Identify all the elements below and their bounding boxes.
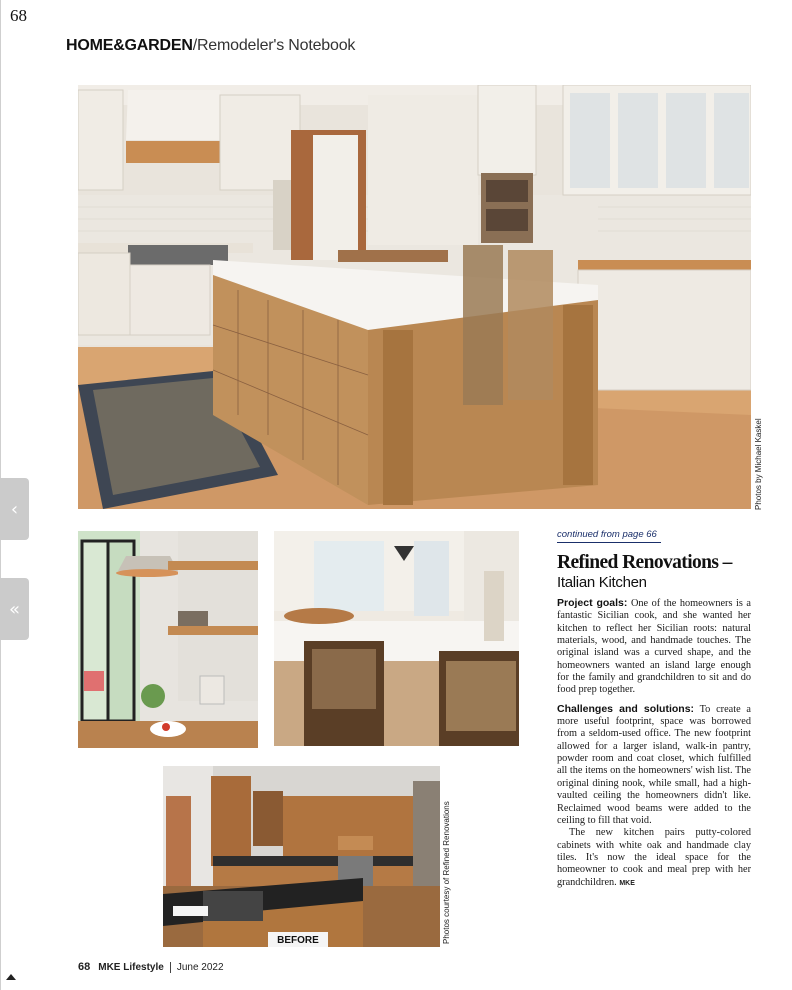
footer-page-number: 68 <box>78 961 91 973</box>
before-photo-credit: Photos courtesy of Refined Renovations <box>442 801 451 944</box>
section-title: /Remodeler's Notebook <box>192 37 356 54</box>
paragraph-conclusion <box>557 827 751 890</box>
before-kitchen-image <box>163 766 440 947</box>
article-subhead: Italian Kitchen <box>557 574 647 591</box>
paragraph-challenges <box>557 703 751 827</box>
footer-publication: MKE Lifestyle <box>98 961 164 973</box>
project-goals-text: One of the homeowners is a fantastic Sicilian cook, and she wanted her kitchen to reflect her Sicilian roots: natural materials, wood, and handmade touches. The original island was a curved shape, and the homeowners wanted an island large enough for the family and grandchildren to sit and do food prep together. <box>557 598 752 696</box>
chevron-left-icon: ‹ <box>10 498 19 520</box>
project-goals-lead: Project goals: <box>557 597 628 609</box>
article-signoff: MKE <box>619 879 635 887</box>
dining-nook-image <box>274 531 519 746</box>
dining-nook-photo <box>274 531 519 746</box>
shelves-photo <box>78 531 258 748</box>
main-photo-credit: Photos by Michael Kaskel <box>754 418 763 510</box>
shelves-image <box>78 531 258 748</box>
caret-up-icon[interactable] <box>6 974 16 980</box>
section-header <box>66 37 355 55</box>
challenges-lead: Challenges and solutions: <box>557 702 695 715</box>
footer-divider <box>170 962 171 973</box>
previous-page-tab[interactable] <box>0 478 29 540</box>
conclusion-text: The new kitchen pairs putty-colored cabinets with white oak and handmade clay tiles. It's now the ideal space for the homeowner to cook and meal prep with her grandchildren. <box>557 827 751 888</box>
main-kitchen-photo <box>78 85 751 509</box>
before-photo <box>163 766 440 947</box>
challenges-text: To create a more useful footprint, space was borrowed from a seldom-used office. The new footprint allowed for a larger island, walk-in pantry, powder room and coat closet, which fulfilled all the items on the homeowners' wish list. The original dining nook, while small, had a high-vaulted ceiling the homeowners didn't like. Reclaimed wood beams were added to the ceiling to fill that void. <box>557 703 751 826</box>
continued-from-link[interactable]: continued from page 66 <box>557 529 661 543</box>
main-kitchen-image <box>78 85 751 509</box>
article <box>557 522 751 890</box>
page-footer <box>78 961 224 973</box>
paragraph-project-goals <box>557 597 751 697</box>
first-page-tab[interactable] <box>0 578 29 640</box>
article-headline: Refined Renovations – <box>557 552 732 573</box>
footer-date: June 2022 <box>176 961 224 973</box>
double-chevron-left-icon: « <box>8 598 20 620</box>
before-label: BEFORE <box>277 935 319 946</box>
viewer-page-number: 68 <box>10 6 27 25</box>
section-brand: HOME&GARDEN <box>66 37 193 54</box>
